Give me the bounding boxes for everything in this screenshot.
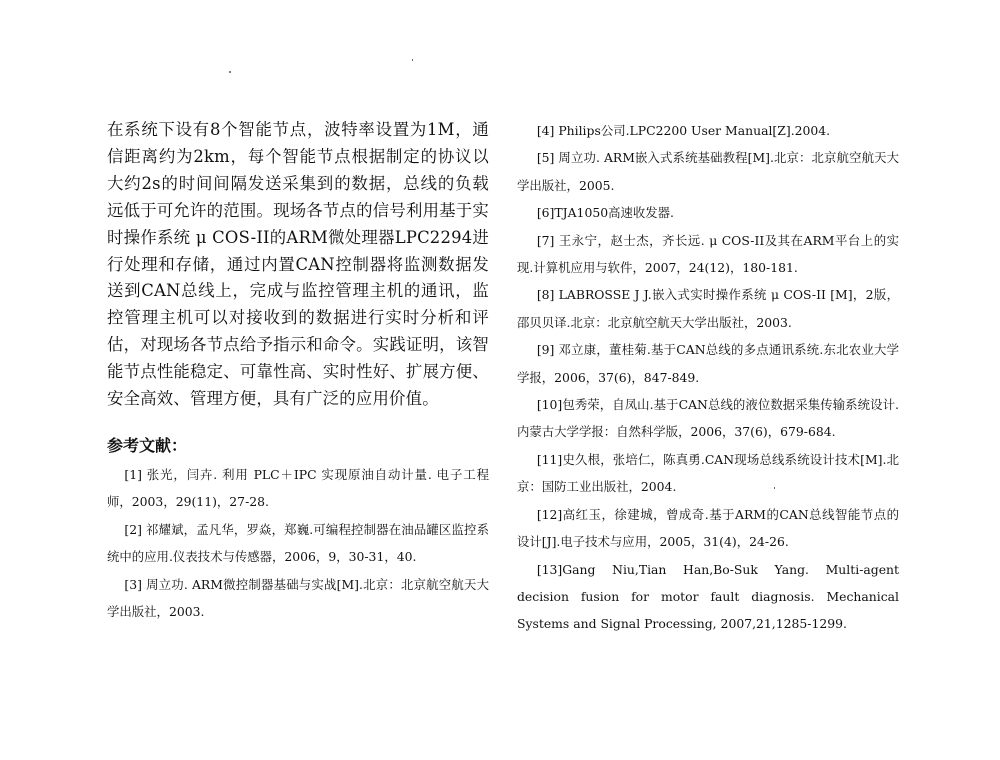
reference-item: [4] Philips公司.LPC2200 User Manual[Z].2004. [536, 123, 831, 138]
right-column [517, 117, 899, 638]
reference-item: [2] 祁耀斌，孟凡华，罗焱，郑巍.可编程控制器在油品罐区监控系统中的应用.仪表技术与传感器，2006，9，30-31，40. [107, 521, 489, 565]
reference-item: [12]高红玉，徐建城，曾成奇.基于ARM的CAN总线智能节点的设计[J].电子技术与应用，2005，31(4)，24-26. [517, 506, 899, 550]
reference-item: [6]TJA1050高速收发器. [536, 205, 674, 221]
body-paragraph: 在系统下设有8个智能节点，波特率设置为1M，通信距离约为2km，每个智能节点根据制定的协议以大约2s的时间间隔发送采集到的数据，总线的负载远低于可允许的范围。现场各节点的信号利用基于实时操作系统 μ COS-II的ARM微处理器LPC2294进行处理和存储，通过内置CAN控制器将监测数据发送到CAN总线上，完成与监控管理主机的通讯，监控管理主机可以对接收到的数据进行实时分析和评估，对现场各节点给予指示和命令。实践证明，该智能节点性能稳定、可靠性高、实时性好、扩展方便、安全高效、管理方便，具有广泛的应用价值。 [107, 120, 489, 409]
reference-item: [9] 邓立康，董桂菊.基于CAN总线的多点通讯系统.东北农业大学学报，2006，37(6)，847-849. [517, 342, 899, 385]
scan-speck [229, 71, 231, 73]
reference-item: [5] 周立功. ARM嵌入式系统基础教程[M].北京：北京航空航天大学出版社，2005. [517, 150, 899, 193]
reference-item: [11]史久根，张培仁，陈真勇.CAN现场总线系统设计技术[M].北京：国防工业出版社，2004. [517, 451, 899, 495]
reference-item: [8] LABROSSE J J.嵌入式实时操作系统 μ COS-II [M]，2版，邵贝贝译.北京：北京航空航天大学出版社，2003. [517, 287, 899, 330]
reference-item: [10]包秀荣，自凤山.基于CAN总线的液位数据采集传输系统设计.内蒙古大学学报：自然科学版，2006，37(6)，679-684. [517, 397, 899, 440]
scan-speck [412, 59, 413, 61]
reference-item: [3] 周立功. ARM微控制器基础与实战[M].北京：北京航空航天大学出版社，2003. [107, 576, 489, 619]
reference-item: [7] 王永宁，赵士杰，齐长远. μ COS-II及其在ARM平台上的实现.计算机应用与软件，2007，24(12)，180-181. [517, 232, 899, 276]
left-column [107, 117, 489, 625]
reference-item: [1] 张光，闫卉. 利用 PLC＋IPC 实现原油自动计量. 电子工程师，2003，29(11)，27-28. [107, 466, 489, 510]
reference-item: [13]Gang Niu,Tian Han,Bo-Suk Yang. Multi-agent decision fusion for motor fault diagnosis. Mechanical Systems and Signal Processing, 2007,21,1285-1299. [517, 561, 899, 632]
references-heading: 参考文献： [107, 435, 188, 455]
